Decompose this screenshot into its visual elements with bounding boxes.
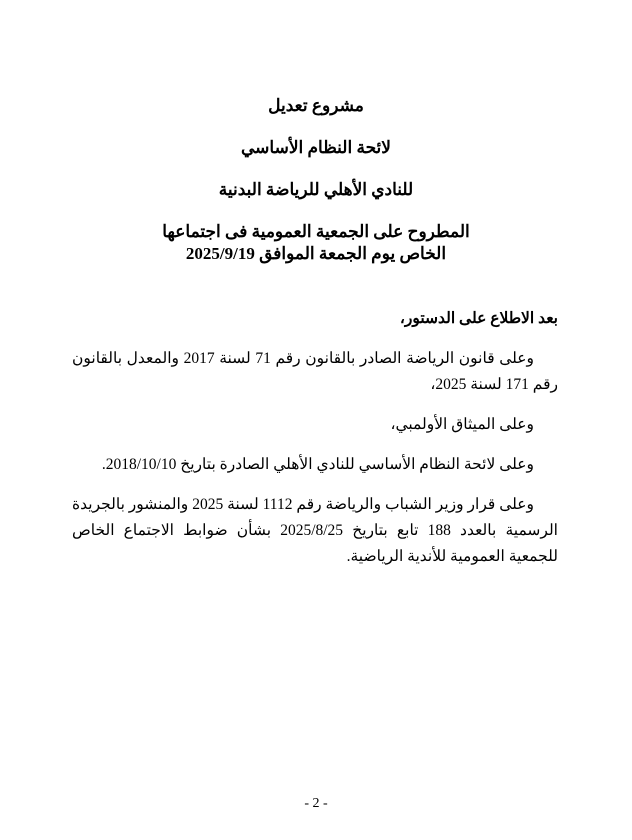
preamble-bylaws-2018: وعلى لائحة النظام الأساسي للنادي الأهلي الصادرة بتاريخ 2018/10/10. bbox=[101, 456, 534, 473]
title-line-club-name: للنادي الأهلي للرياضة البدنية bbox=[218, 180, 414, 199]
page-number: - 2 - bbox=[304, 796, 328, 811]
title-line-draft-amendment: مشروع تعديل bbox=[268, 96, 364, 115]
preamble-olympic-charter: وعلى الميثاق الأولمبي، bbox=[390, 416, 534, 433]
preamble-sports-law: وعلى قانون الرياضة الصادر بالقانون رقم 71 لسنة 2017 والمعدل بالقانون رقم 171 لسنة 2025، bbox=[72, 350, 558, 393]
title-line-general-assembly: المطروح على الجمعية العمومية فى اجتماعها bbox=[162, 222, 470, 241]
preamble-ministerial-decree: وعلى قرار وزير الشباب والرياضة رقم 1112 لسنة 2025 والمنشور بالجريدة الرسمية بالعدد 188 تابع بتاريخ 2025/8/25 بشأن ضوابط الاجتماع الخاص للجمعية العمومية للأندية الرياضية. bbox=[72, 496, 558, 565]
title-line-bylaws: لائحة النظام الأساسي bbox=[241, 138, 391, 157]
document-title-block bbox=[40, 96, 592, 264]
title-line-meeting-date: الخاص يوم الجمعة الموافق 2025/9/19 bbox=[185, 244, 447, 263]
preamble-intro: بعد الاطلاع على الدستور، bbox=[399, 310, 558, 327]
document-body bbox=[72, 306, 558, 570]
